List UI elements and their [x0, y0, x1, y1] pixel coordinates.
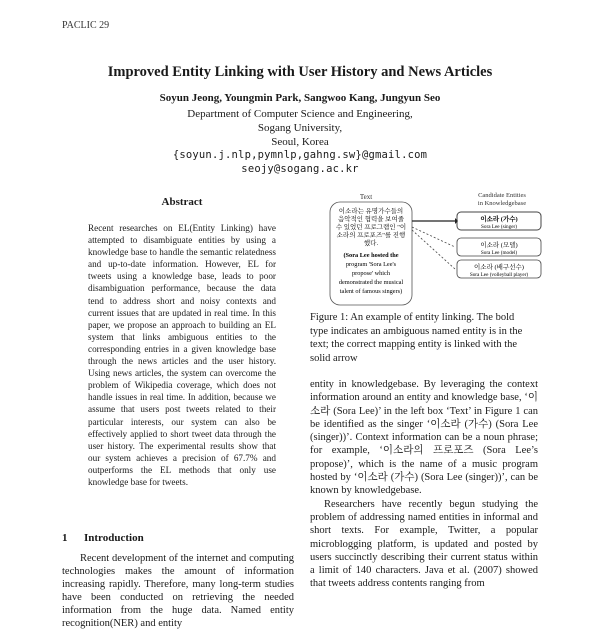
introduction-text: Recent development of the internet and computing technologies makes the amount of information increasing rapidly. Therefore, many long-term studies have been conducted on retrieving the needed information from the huge data. Named entity recognition(NER) and entity: [62, 553, 294, 629]
figure-english-line-3: propose' which: [351, 270, 391, 277]
candidate-model-korean: 이소라 (모델): [480, 242, 518, 249]
conference-header: PACLIC 29: [62, 20, 110, 31]
right-paragraph-1: entity in knowledgebase. By leveraging the context information around an entity and knowledge base, ‘이소라 (Sora Lee)’ in the left box ‘Text’ in Figure 1 can be identified as the singer ‘이소라 (가수) (Sora Lee (singer))’. Context information can be a noun phrase; for example, ‘이소라의 프로포즈 (Sora Lee’s propose)’, which is the name of a music program hosted by ‘이소라 (가수) (Sora Lee (singer))’, can be known by knowledgebase.: [310, 379, 538, 497]
candidate-link-volleyball: [412, 230, 455, 269]
candidate-link-model: [412, 227, 455, 247]
candidate-singer-english: Sora Lee (singer): [480, 224, 518, 230]
figure-english-line-2: program 'Sora Lee's: [345, 261, 397, 268]
figure-label-candidates-2: in Knowledgebase: [477, 200, 527, 207]
abstract-text: Recent researches on EL(Entity Linking) have attempted to disambiguate entities by using a knowledge base to handle the semantic relatedness and up-to-date information. However, EL for tweets using a knowledge base, leads to poor disambiguation performance, because the data tend to address short and noisy contexts and current issues that are updated in real time. In this paper, we propose an approach to building an EL system that links ambiguous entities to the corresponding entries in a given knowledge base through the news articles and the user history. Using news articles, the system can overcome the problem of Wikipedia coverage, which does not handle issues in real time. In addition, because we assume that users post tweets related to their particular interests, our system can also be effectively applied to short tweet data through the user history. The experimental results show that our system achieves a precision of 67.7% and outperforms the EL methods that only use knowledge base for tweets.: [88, 223, 276, 487]
figure-english-line-1: (Sora Lee hosted the: [343, 252, 399, 259]
paper-title: Improved Entity Linking with User History and News Articles: [107, 64, 493, 80]
author-emails: {soyun.j.nlp,pymnlp,gahng.sw}@gmail.com: [172, 149, 428, 161]
figure-korean-line-3: 수 있었던 프로그램인 "이: [335, 224, 407, 231]
section-title: Introduction: [84, 532, 144, 544]
section-heading: [62, 532, 144, 544]
candidate-model-english: Sora Lee (model): [480, 250, 518, 256]
affiliation-university: Sogang University,: [257, 122, 343, 134]
figure-korean-line-2: 음악적인 협력을 보여줄: [337, 216, 405, 223]
figure-label-candidates-1: Candidate Entities: [478, 192, 526, 199]
figure-english-line-5: talent of famous singers): [339, 288, 403, 295]
figure-label-text: Text: [359, 193, 373, 201]
figure-caption: Figure 1: An example of entity linking. The bold type indicates an ambiguous named entity is in the text; the correct mapping entity is linked with the solid arrow: [310, 312, 523, 364]
author-email-secondary: seojy@sogang.ac.kr: [241, 163, 359, 175]
candidate-singer-korean: 이소라 (가수): [480, 216, 518, 223]
figure-korean-line-5: 했다.: [363, 240, 379, 247]
right-paragraph-2: Researchers have recently begun studying the problem of addressing named entities in informal and short texts. For example, Twitter, a popular microblogging platform, is updated and posted by users succinctly describing their current status within a limit of 140 characters. Java et al. (2007) showed that tweets address contents ranging from: [310, 498, 538, 590]
right-column-text: [310, 378, 538, 591]
affiliation-department: Department of Computer Science and Engineering,: [187, 108, 413, 120]
figure-english-line-4: demonstrated the musical: [338, 279, 404, 286]
abstract-heading: Abstract: [161, 196, 203, 208]
candidate-volleyball-english: Sora Lee (volleyball player): [469, 272, 529, 278]
section-number: 1: [62, 532, 68, 544]
paper-authors: Soyun Jeong, Youngmin Park, Sangwoo Kang, Jungyun Seo: [159, 92, 441, 104]
figure-korean-line-1: 이소라는 유명가수들의: [338, 208, 404, 215]
figure-entity-linking: [310, 190, 542, 308]
affiliation-location: Seoul, Korea: [271, 136, 329, 148]
candidate-volleyball-korean: 이소라 (배구선수): [474, 264, 524, 271]
figure-korean-line-4: 소라의 프로포즈"를 진행: [336, 232, 406, 239]
